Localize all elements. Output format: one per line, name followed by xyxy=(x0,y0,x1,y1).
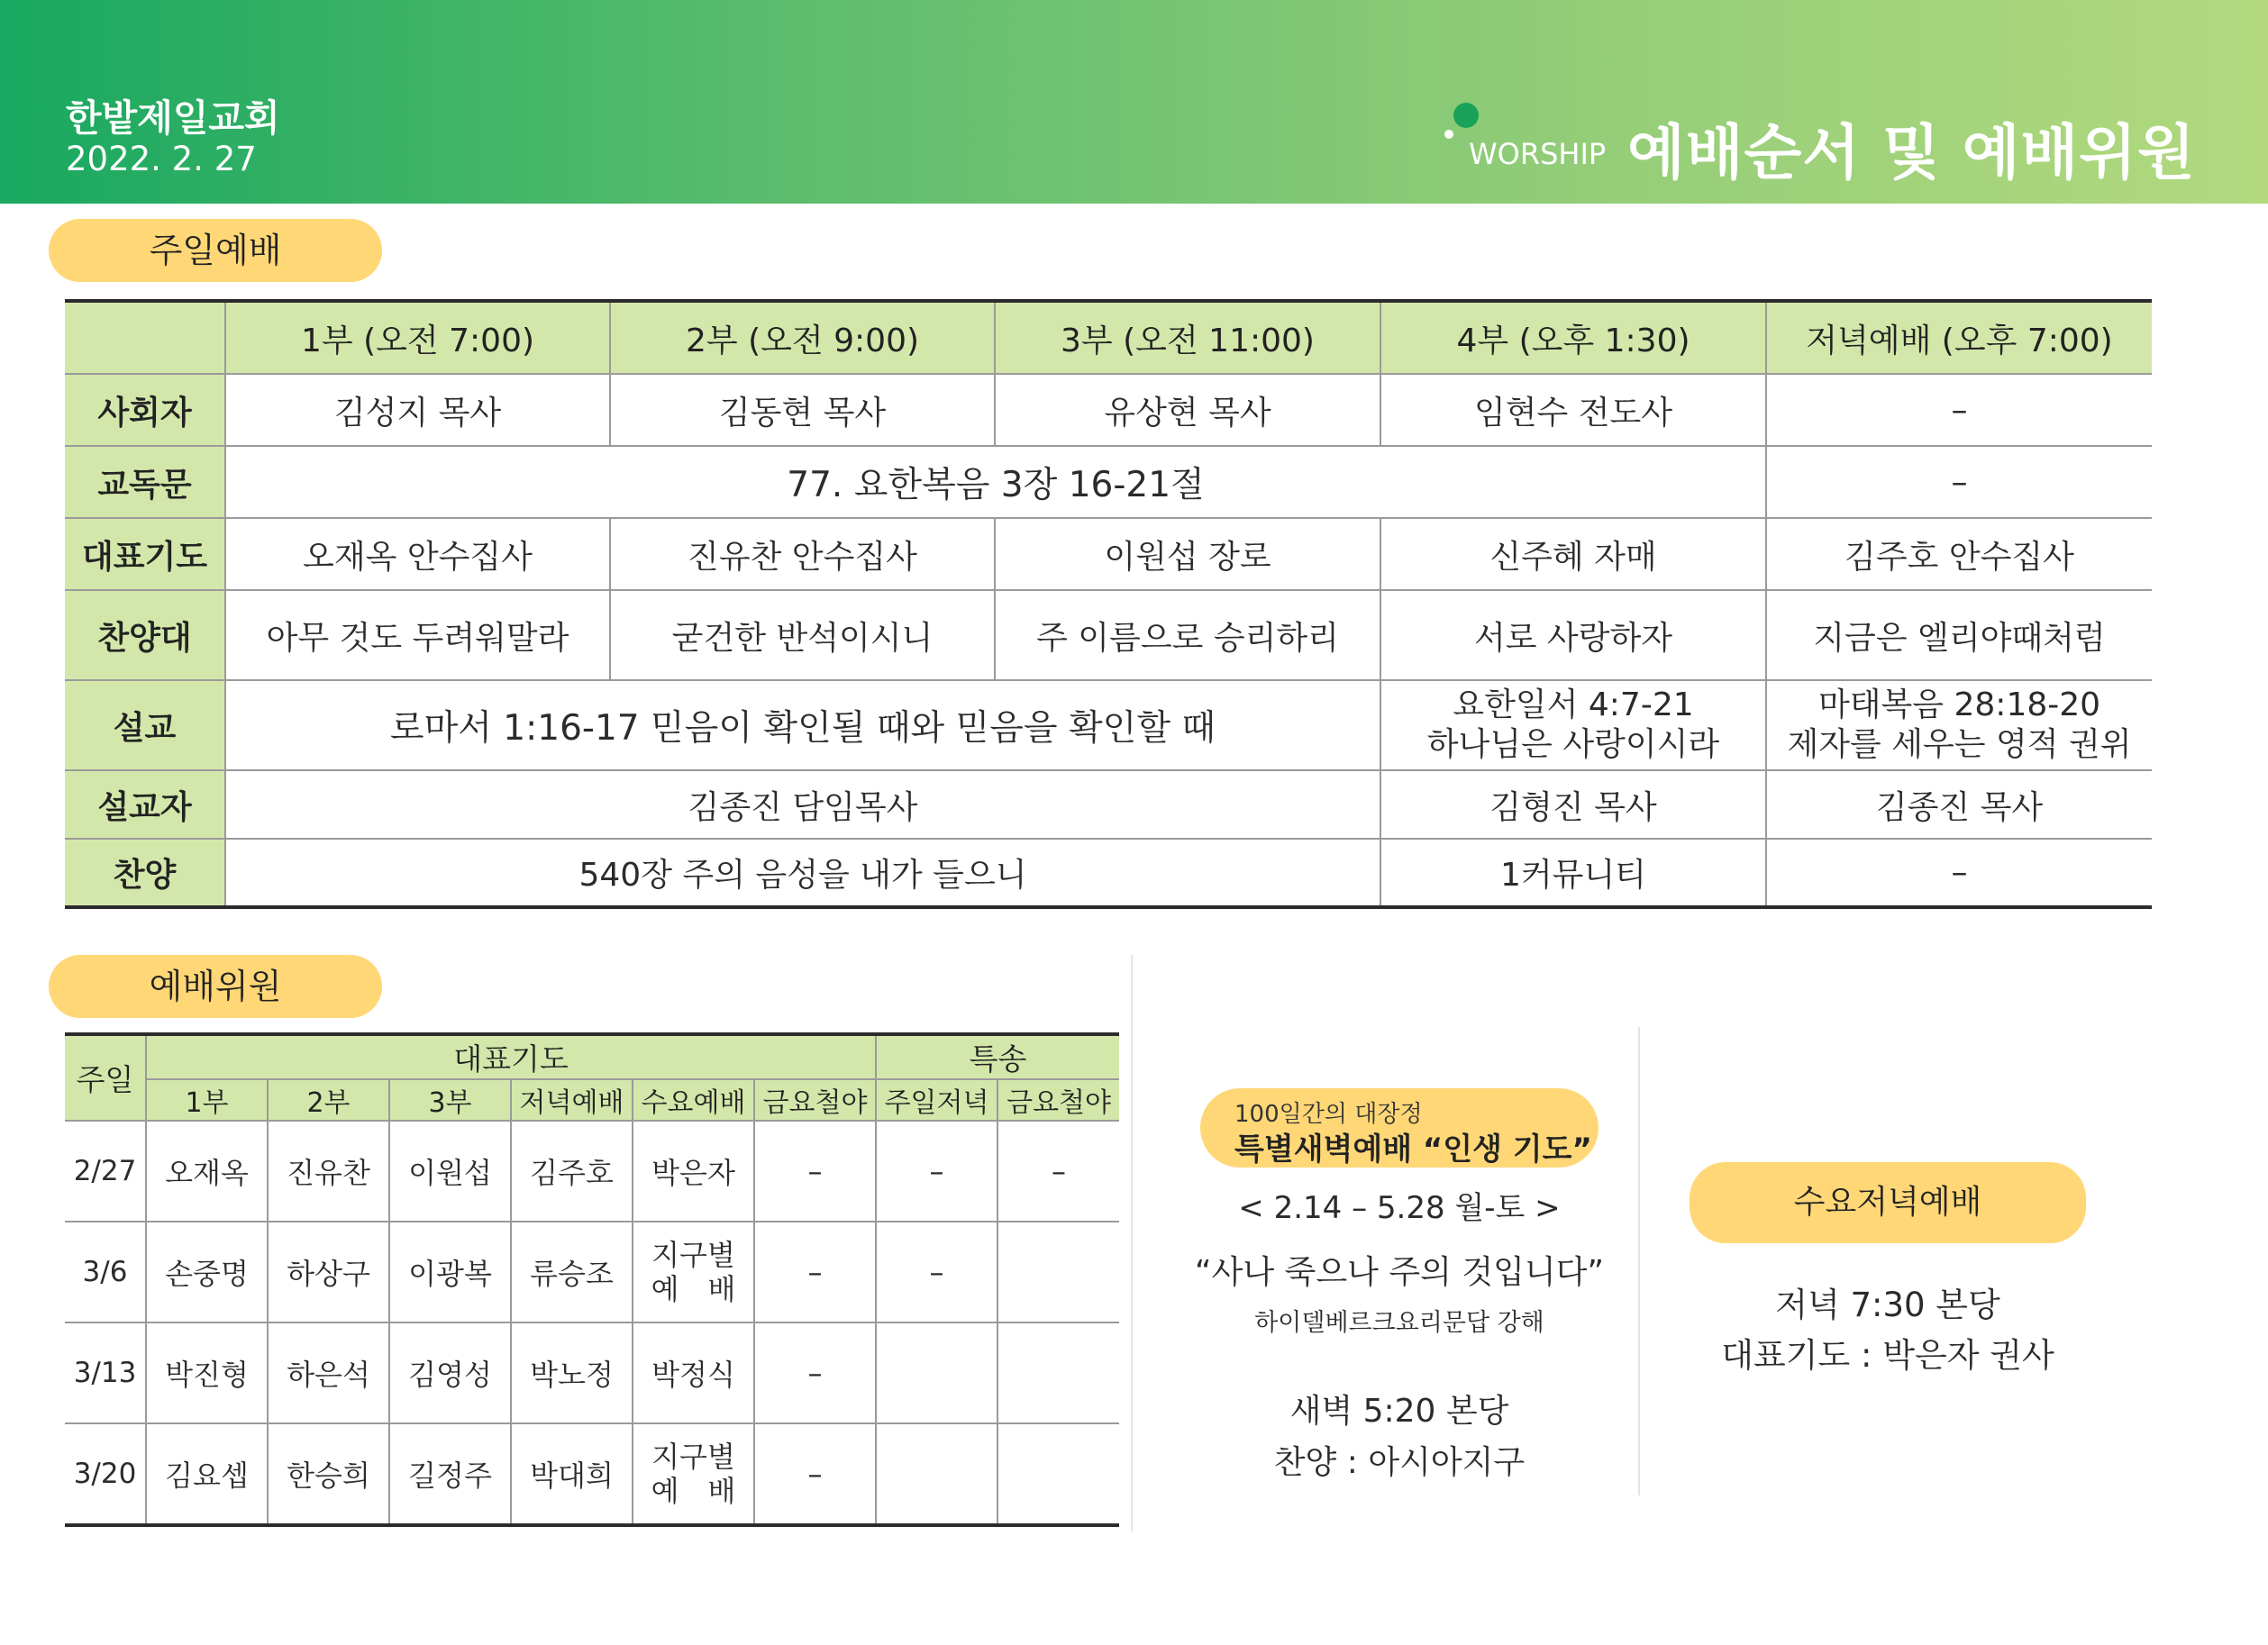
subcolumn-header: 수요예배 xyxy=(633,1079,754,1121)
sermon-ref: 마태복음 28:18-20 xyxy=(1817,686,2101,723)
committee-day: 2/27 xyxy=(65,1121,146,1222)
bulletin-date: 2022. 2. 27 xyxy=(66,140,257,178)
committee-cell xyxy=(997,1322,1119,1423)
wednesday-prayer: 대표기도 : 박은자 권사 xyxy=(1721,1336,2054,1375)
green-dot-icon xyxy=(1453,103,1479,128)
sermon-evening-cell xyxy=(1766,680,2152,770)
subcolumn-header: 2부 xyxy=(268,1079,389,1121)
table-row xyxy=(65,1423,1119,1525)
preacher-cell: 김종진 담임목사 xyxy=(225,770,1380,839)
prayer-cell: 오재옥 안수집사 xyxy=(225,518,610,590)
prayer-cell: 신주혜 자매 xyxy=(1380,518,1766,590)
committee-cell: 김주호 xyxy=(511,1121,633,1222)
committee-cell xyxy=(876,1423,997,1525)
committee-day: 3/13 xyxy=(65,1322,146,1423)
row-label: 설교 xyxy=(65,680,225,770)
row-label: 찬양 xyxy=(65,839,225,907)
committee-cell xyxy=(997,1423,1119,1525)
presider-cell: 김성지 목사 xyxy=(225,374,610,446)
white-dot-icon xyxy=(1444,130,1453,139)
dawn-small-label: 100일간의 대장정 xyxy=(1234,1101,1423,1128)
column-header: 1부 (오전 7:00) xyxy=(225,301,610,374)
committee-cell: 김요셉 xyxy=(146,1423,268,1525)
committee-cell: 박진형 xyxy=(146,1322,268,1423)
committee-cell: – xyxy=(876,1222,997,1322)
table-row xyxy=(65,680,2152,770)
committee-cell: 이원섭 xyxy=(389,1121,511,1222)
presider-cell: 김동현 목사 xyxy=(610,374,995,446)
committee-cell: 지구별 예 배 xyxy=(633,1222,754,1322)
committee-cell: 진유찬 xyxy=(268,1121,389,1222)
row-label: 찬양대 xyxy=(65,590,225,680)
committee-cell: 한승희 xyxy=(268,1423,389,1525)
table-row xyxy=(65,446,2152,518)
subcolumn-header: 금요철야 xyxy=(754,1079,876,1121)
committee-cell: 김영성 xyxy=(389,1322,511,1423)
committee-cell: – xyxy=(997,1121,1119,1222)
committee-cell: 이광복 xyxy=(389,1222,511,1322)
choir-cell: 굳건한 반석이시니 xyxy=(610,590,995,680)
divider-line xyxy=(1638,1027,1640,1495)
praise-cell: 540장 주의 음성을 내가 들으니 xyxy=(225,839,1380,907)
committee-cell: – xyxy=(754,1423,876,1525)
committee-cell: 박대희 xyxy=(511,1423,633,1525)
committee-cell: 류승조 xyxy=(511,1222,633,1322)
dawn-praise: 찬양 : 아시아지구 xyxy=(1273,1444,1526,1481)
committee-day: 3/6 xyxy=(65,1222,146,1322)
committee-cell: – xyxy=(754,1121,876,1222)
wednesday-time: 저녁 7:30 본당 xyxy=(1775,1286,2000,1324)
wednesday-label: 수요저녁예배 xyxy=(1690,1162,2086,1243)
table-row xyxy=(65,839,2152,907)
sermon-cell: 로마서 1:16-17 믿음이 확인될 때와 믿음을 확인할 때 xyxy=(225,680,1380,770)
committee-cell: 박은자 xyxy=(633,1121,754,1222)
committee-cell xyxy=(997,1222,1119,1322)
sermon-title: 하나님은 사랑이시라 xyxy=(1426,726,1720,763)
dawn-theme-sub: 하이델베르크요리문답 강해 xyxy=(1254,1309,1544,1337)
reading-cell: 77. 요한복음 3장 16-21절 xyxy=(225,446,1766,518)
subcolumn-header: 주일저녁 xyxy=(876,1079,997,1121)
choir-cell: 아무 것도 두려워말라 xyxy=(225,590,610,680)
table-row xyxy=(65,374,2152,446)
prayer-cell: 이원섭 장로 xyxy=(995,518,1380,590)
committee-cell: – xyxy=(876,1121,997,1222)
prayer-cell: 진유찬 안수집사 xyxy=(610,518,995,590)
row-label: 교독문 xyxy=(65,446,225,518)
committee-cell: 손중명 xyxy=(146,1222,268,1322)
table-row xyxy=(65,1121,1119,1222)
subcolumn-header: 3부 xyxy=(389,1079,511,1121)
section-label-committee: 예배위원 xyxy=(49,955,382,1018)
dawn-title: 특별새벽예배 “인생 기도” xyxy=(1234,1132,1592,1168)
praise-fourth-cell: 1커뮤니티 xyxy=(1380,839,1766,907)
committee-cell: – xyxy=(754,1222,876,1322)
header-banner xyxy=(0,0,2268,204)
choir-cell: 주 이름으로 승리하리 xyxy=(995,590,1380,680)
preacher-evening-cell: 김종진 목사 xyxy=(1766,770,2152,839)
committee-day: 3/20 xyxy=(65,1423,146,1525)
worship-label-en: WORSHIP xyxy=(1469,137,1607,171)
committee-table xyxy=(65,1032,1119,1527)
table-row xyxy=(65,590,2152,680)
presider-cell: 임현수 전도사 xyxy=(1380,374,1766,446)
subcolumn-header: 저녁예배 xyxy=(511,1079,633,1121)
committee-cell: 박정식 xyxy=(633,1322,754,1423)
presider-cell: – xyxy=(1766,374,2152,446)
committee-cell: 하은석 xyxy=(268,1322,389,1423)
column-header: 3부 (오전 11:00) xyxy=(995,301,1380,374)
reading-evening-cell: – xyxy=(1766,446,2152,518)
sermon-title: 제자를 세우는 영적 권위 xyxy=(1787,726,2132,763)
praise-evening-cell: – xyxy=(1766,839,2152,907)
table-row xyxy=(65,1222,1119,1322)
choir-cell: 서로 사랑하자 xyxy=(1380,590,1766,680)
row-label: 대표기도 xyxy=(65,518,225,590)
row-label: 사회자 xyxy=(65,374,225,446)
column-header: 4부 (오후 1:30) xyxy=(1380,301,1766,374)
subcolumn-header: 1부 xyxy=(146,1079,268,1121)
group-header-special: 특송 xyxy=(876,1034,1119,1079)
dawn-theme: “사나 죽으나 주의 것입니다” xyxy=(1194,1254,1605,1291)
committee-cell: 하상구 xyxy=(268,1222,389,1322)
column-header: 저녁예배 (오후 7:00) xyxy=(1766,301,2152,374)
dawn-prayer-badge xyxy=(1200,1088,1599,1168)
preacher-fourth-cell: 김형진 목사 xyxy=(1380,770,1766,839)
table-row xyxy=(65,770,2152,839)
presider-cell: 유상현 목사 xyxy=(995,374,1380,446)
choir-cell: 지금은 엘리야때처럼 xyxy=(1766,590,2152,680)
subcolumn-header: 금요철야 xyxy=(997,1079,1119,1121)
section-label-sunday: 주일예배 xyxy=(49,219,382,282)
page-title: 예배순서 및 예배위원 xyxy=(1627,118,2196,187)
day-header: 주일 xyxy=(65,1034,146,1121)
sermon-ref: 요한일서 4:7-21 xyxy=(1453,686,1694,723)
divider-line xyxy=(1131,955,1133,1531)
table-row xyxy=(65,518,2152,590)
committee-cell: 박노정 xyxy=(511,1322,633,1423)
committee-cell xyxy=(876,1322,997,1423)
committee-cell: – xyxy=(754,1322,876,1423)
group-header-prayer: 대표기도 xyxy=(146,1034,876,1079)
sermon-fourth-cell xyxy=(1380,680,1766,770)
table-row xyxy=(65,1322,1119,1423)
committee-cell: 지구별 예 배 xyxy=(633,1423,754,1525)
row-label: 설교자 xyxy=(65,770,225,839)
church-name: 한밭제일교회 xyxy=(66,96,280,140)
sunday-worship-table xyxy=(65,299,2152,909)
committee-cell: 길정주 xyxy=(389,1423,511,1525)
dawn-period: < 2.14 – 5.28 월-토 > xyxy=(1238,1190,1561,1226)
committee-cell: 오재옥 xyxy=(146,1121,268,1222)
prayer-cell: 김주호 안수집사 xyxy=(1766,518,2152,590)
column-header: 2부 (오전 9:00) xyxy=(610,301,995,374)
corner-cell xyxy=(65,301,225,374)
dawn-time: 새벽 5:20 본당 xyxy=(1289,1393,1509,1430)
